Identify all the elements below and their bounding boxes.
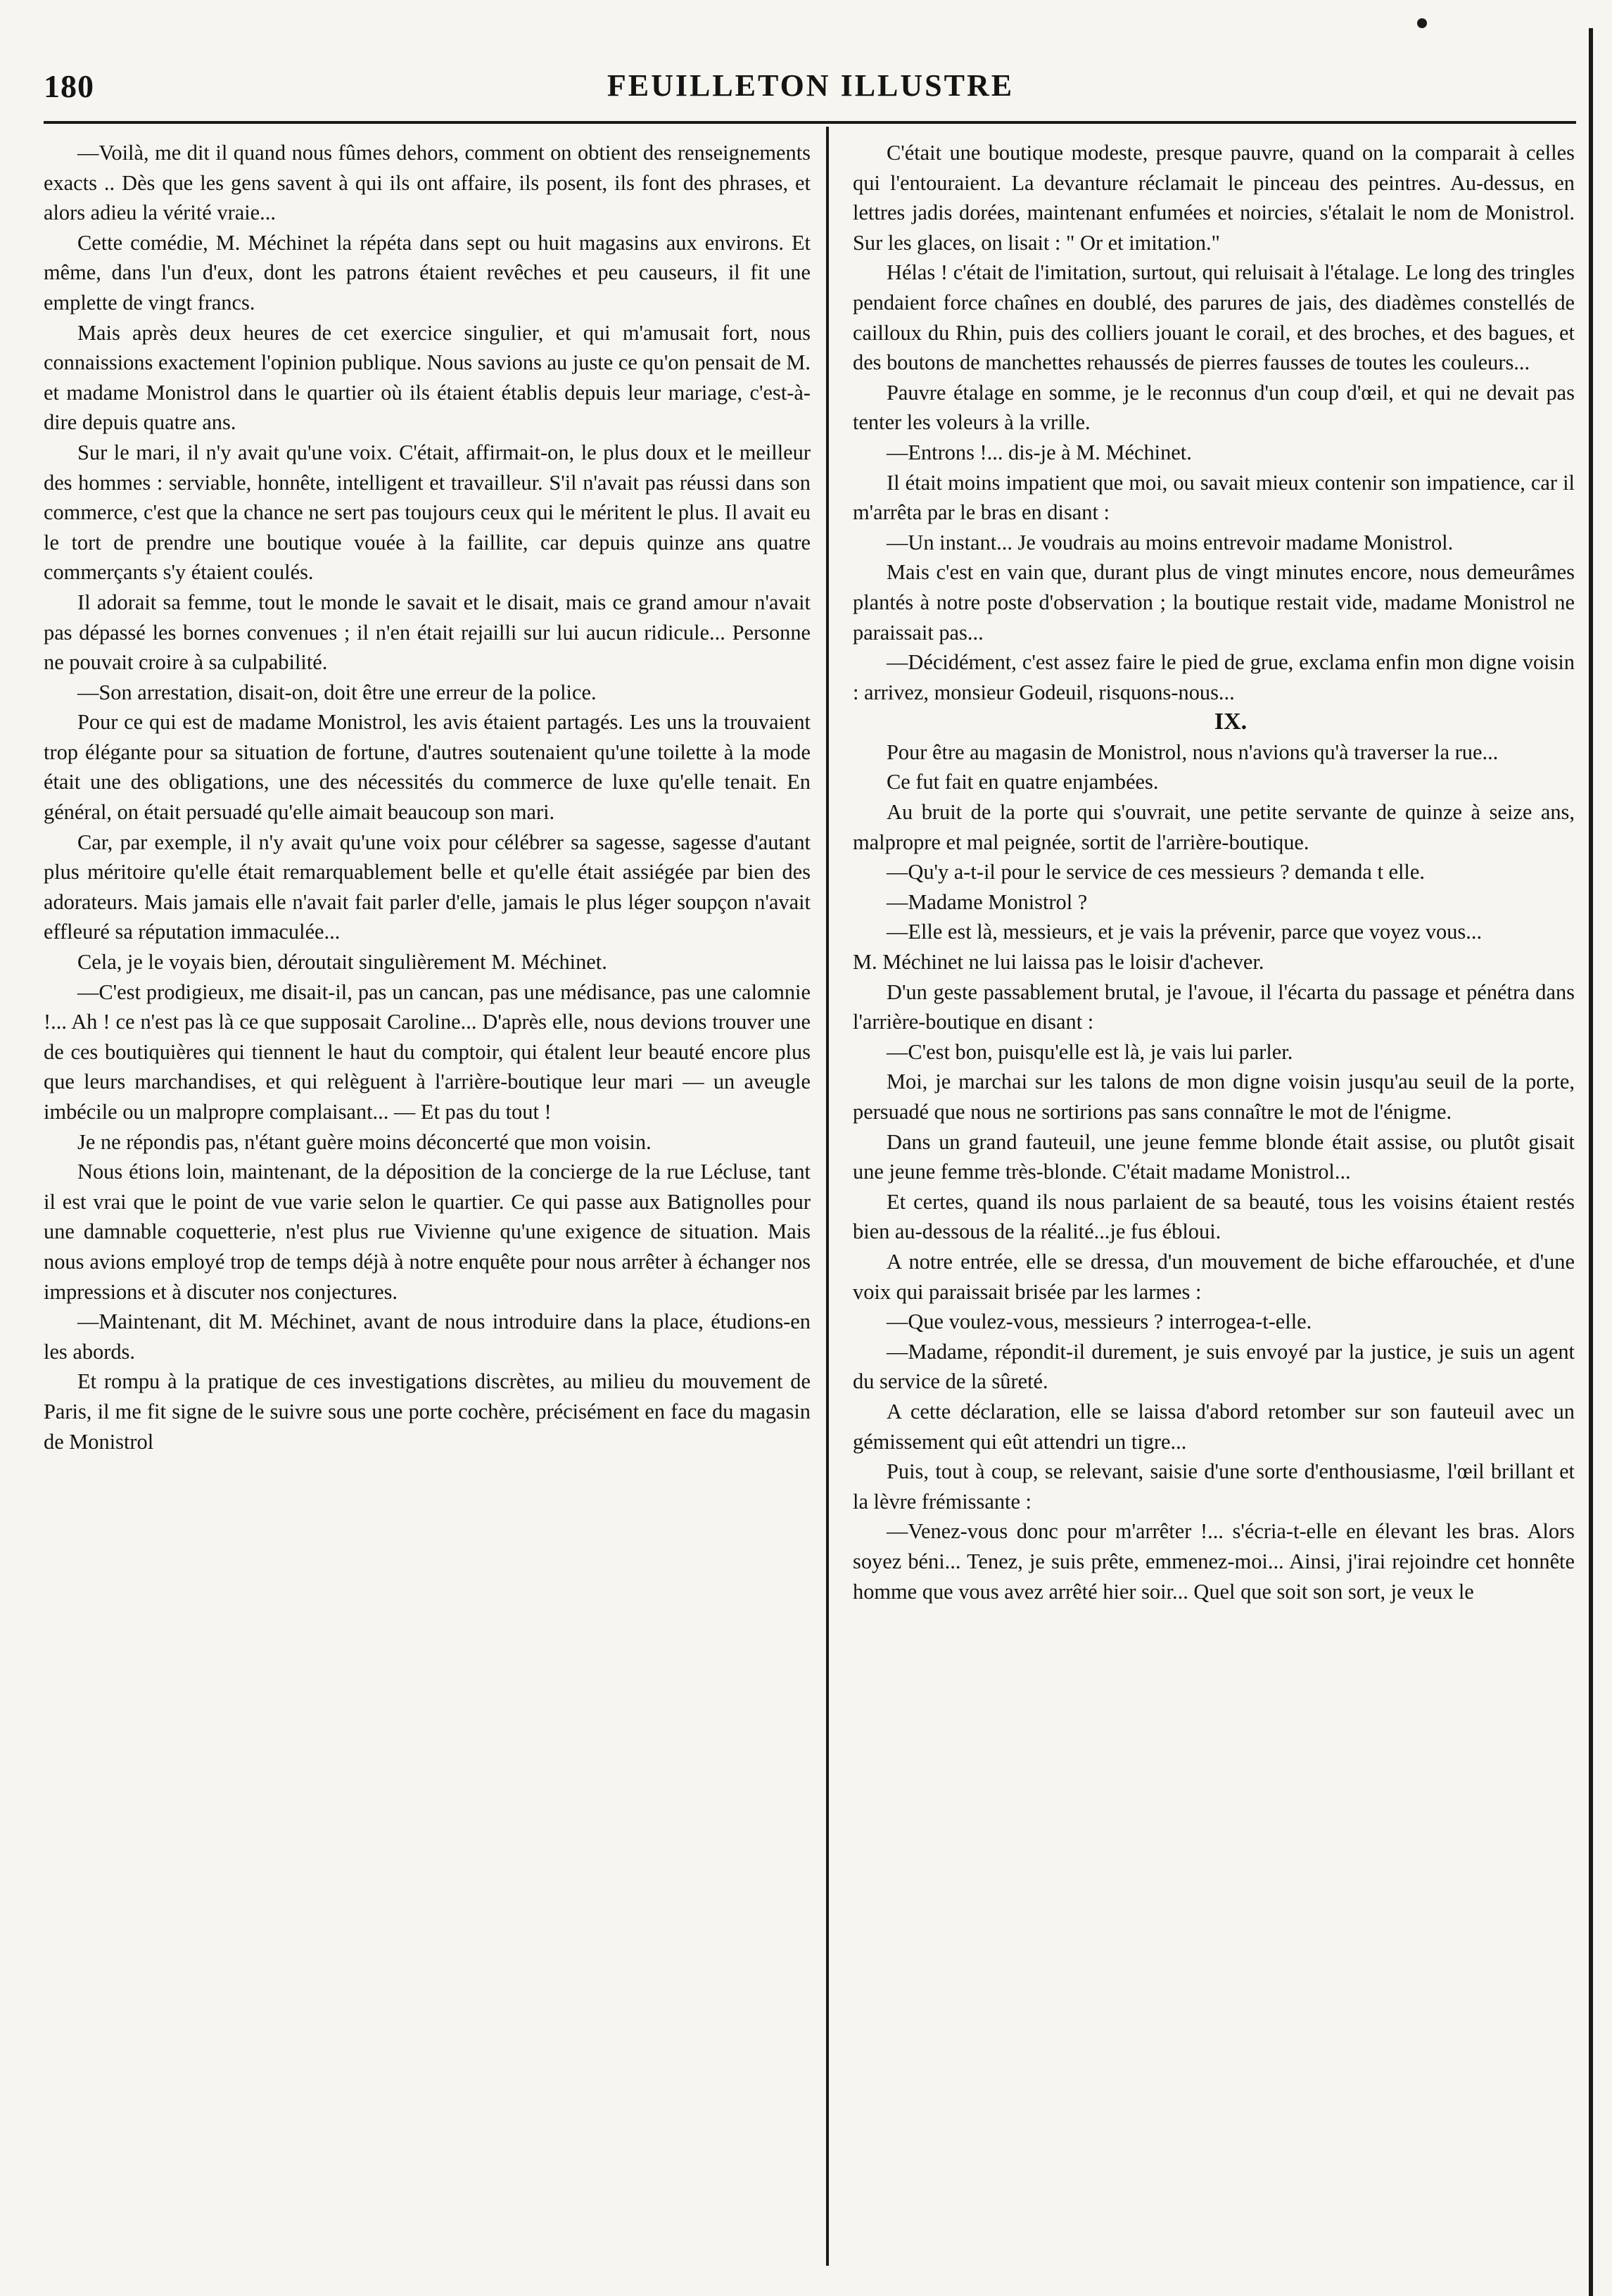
paragraph: Au bruit de la porte qui s'ouvrait, une petite servante de quinze à seize ans, malpropre et mal peignée, sortit de l'arrière-boutique.	[853, 800, 1575, 854]
paragraph: —Madame, répondit-il durement, je suis envoyé par la justice, je suis un agent du service de la sûreté.	[853, 1339, 1575, 1394]
paragraph: Hélas ! c'était de l'imitation, surtout, qui reluisait à l'étalage. Le long des tringles pendaient force chaînes en doublé, des parures de jais, des diadèmes constellés de cailloux du Rhin, puis des colliers jouant le corail, et des broches, et des bagues, et des boutons de manchettes rehaussés de pierres fausses de toutes les couleurs...	[853, 260, 1575, 375]
paragraph: Mais c'est en vain que, durant plus de vingt minutes encore, nous demeurâmes plantés à notre poste d'observation ; la boutique restait vide, madame Monistrol ne paraissait pas...	[853, 560, 1575, 645]
paragraph: M. Méchinet ne lui laissa pas le loisir d'achever.	[853, 950, 1264, 975]
paragraph: —Maintenant, dit M. Méchinet, avant de nous introduire dans la place, étudions-en les abords.	[44, 1309, 811, 1364]
paragraph: Moi, je marchai sur les talons de mon digne voisin jusqu'au seuil de la porte, persuadé que nous ne sortirions pas sans connaître le mot de l'énigme.	[853, 1070, 1575, 1124]
page-edge-rule	[1589, 28, 1593, 2296]
paragraph: Cette comédie, M. Méchinet la répéta dans sept ou huit magasins aux environs. Et même, dans l'un d'eux, dont les patrons étaient revêches et peu causeurs, il fit une emplette de vingt francs.	[44, 230, 811, 315]
paragraph: Puis, tout à coup, se relevant, saisie d'une sorte d'enthousiasme, l'œil brillant et la lèvre frémissante :	[853, 1459, 1575, 1514]
page-number: 180	[44, 68, 94, 104]
paragraph: —C'est prodigieux, me disait-il, pas un cancan, pas une médisance, pas une calomnie !... Ah ! ce n'est pas là ce que supposait Caroline... D'après elle, nous devions trouver une de ces boutiquières qui tiennent le haut du comptoir, qui étalent leur beauté encore plus que leurs marchandises, et qui relèguent à l'arrière-boutique leur mari — un aveugle imbécile ou un malpropre complaisant... — Et pas du tout !	[44, 979, 811, 1124]
paragraph: A cette déclaration, elle se laissa d'abord retomber sur son fauteuil avec un gémissement qui eût attendri un tigre...	[853, 1399, 1575, 1454]
paragraph: A notre entrée, elle se dressa, d'un mouvement de biche effarouchée, et d'une voix qui paraissait brisée par les larmes :	[853, 1249, 1575, 1304]
right-column	[853, 138, 1575, 2291]
paragraph: Ce fut fait en quatre enjambées.	[887, 770, 1159, 794]
paragraph: —Voilà, me dit il quand nous fûmes dehors, comment on obtient des renseignements exacts .. Dès que les gens savent à qui ils ont affaire, ils posent, ils font des phrases, et alors adieu la vérité vraie...	[44, 141, 811, 225]
chapter-heading: IX.	[1214, 709, 1248, 735]
paragraph: —C'est bon, puisqu'elle est là, je vais lui parler.	[887, 1039, 1293, 1064]
paragraph: Dans un grand fauteuil, une jeune femme blonde était assise, ou plutôt gisait une jeune femme très-blonde. C'était madame Monistrol...	[853, 1129, 1575, 1184]
column-divider	[826, 127, 829, 2266]
paragraph: Je ne répondis pas, n'étant guère moins déconcerté que mon voisin.	[77, 1129, 652, 1154]
paragraph: —Que voulez-vous, messieurs ? interrogea-t-elle.	[887, 1309, 1312, 1334]
paragraph: Pour être au magasin de Monistrol, nous n'avions qu'à traverser la rue...	[887, 740, 1499, 764]
page-header	[44, 68, 1578, 117]
paragraph: —Décidément, c'est assez faire le pied de grue, exclama enfin mon digne voisin : arrivez, monsieur Godeuil, risquons-nous...	[853, 650, 1575, 704]
paragraph: Pauvre étalage en somme, je le reconnus d'un coup d'œil, et qui ne devait pas tenter les voleurs à la vrille.	[853, 380, 1575, 435]
paragraph: Sur le mari, il n'y avait qu'une voix. C'était, affirmait-on, le plus doux et le meilleur des hommes : serviable, honnête, intelligent et travailleur. S'il n'avait pas réussi dans son commerce, c'est que la chance ne sert pas toujours ceux qui le méritent le plus. Il avait eu le tort de prendre une boutique vouée à la faillite, car depuis quinze ans quatre commerçants s'y étaient coulés.	[44, 440, 811, 585]
paragraph: C'était une boutique modeste, presque pauvre, quand on la comparait à celles qui l'entouraient. La devanture réclamait le pinceau des peintres. Au-dessus, en lettres jadis dorées, maintenant enfumées et noircies, s'étalait le nom de Monistrol. Sur les glaces, on lisait : " Or et imitation."	[853, 141, 1575, 255]
running-title: FEUILLETON ILLUSTRE	[607, 68, 1015, 103]
paragraph: —Madame Monistrol ?	[887, 889, 1088, 914]
paragraph: Car, par exemple, il n'y avait qu'une voix pour célébrer sa sagesse, sagesse d'autant plus méritoire qu'elle était remarquablement belle et qu'elle était assiégée par bien des adorateurs. Mais jamais elle n'avait fait parler d'elle, jamais le plus léger soupçon n'avait effleuré sa réputation immaculée...	[44, 830, 811, 944]
header-rule	[44, 121, 1576, 124]
paragraph: Et rompu à la pratique de ces investigations discrètes, au milieu du mouvement de Paris, il me fit signe de le suivre sous une porte cochère, précisément en face du magasin de Monistrol	[44, 1369, 811, 1454]
paragraph: Il était moins impatient que moi, ou savait mieux contenir son impatience, car il m'arrêta par le bras en disant :	[853, 470, 1575, 525]
paragraph: —Venez-vous donc pour m'arrêter !... s'écria-t-elle en élevant les bras. Alors soyez béni... Tenez, je suis prête, emmenez-moi... Ainsi, j'irai rejoindre cet honnête homme que vous avez arrêté hier soir... Quel que soit son sort, je veux le	[853, 1519, 1575, 1604]
paragraph: Mais après deux heures de cet exercice singulier, et qui m'amusait fort, nous connaissions exactement l'opinion publique. Nous savions au juste ce qu'on pensait de M. et madame Monistrol dans le quartier où ils étaient établis depuis leur mariage, c'est-à-dire depuis quatre ans.	[44, 320, 811, 435]
paragraph: —Entrons !... dis-je à M. Méchinet.	[887, 440, 1192, 464]
ink-dot	[1417, 18, 1427, 28]
paragraph: Et certes, quand ils nous parlaient de sa beauté, tous les voisins étaient restés bien au-dessous de la réalité...je fus ébloui.	[853, 1189, 1575, 1244]
paragraph: Nous étions loin, maintenant, de la déposition de la concierge de la rue Lécluse, tant il est vrai que le point de vue varie selon le quartier. Ce qui passe aux Batignolles pour une damnable coquetterie, n'est plus rue Vivienne qu'une exigence de situation. Mais nous avions employé trop de temps déjà à notre enquête pour nous arrêter à échanger nos impressions et à discuter nos conjectures.	[44, 1160, 811, 1304]
paragraph: Il adorait sa femme, tout le monde le savait et le disait, mais ce grand amour n'avait pas dépassé les bornes convenues ; il n'en était rejailli sur lui aucun ridicule... Personne ne pouvait croire à sa culpabilité.	[44, 590, 811, 675]
paragraph: —Qu'y a-t-il pour le service de ces messieurs ? demanda t elle.	[887, 860, 1425, 884]
paragraph: Pour ce qui est de madame Monistrol, les avis étaient partagés. Les uns la trouvaient trop élégante pour sa situation de fortune, d'autres soutenaient qu'une toilette à la mode était une des obligations, une des nécessités du commerce de luxe qu'elle tenait. En général, on était persuadé qu'elle aimait beaucoup son mari.	[44, 710, 811, 825]
paragraph: —Un instant... Je voudrais au moins entrevoir madame Monistrol.	[887, 530, 1454, 554]
left-column	[44, 138, 811, 2291]
paragraph: D'un geste passablement brutal, je l'avoue, il l'écarta du passage et pénétra dans l'arrière-boutique en disant :	[853, 979, 1575, 1034]
paragraph: —Elle est là, messieurs, et je vais la prévenir, parce que voyez vous...	[887, 920, 1483, 944]
paragraph: Cela, je le voyais bien, déroutait singulièrement M. Méchinet.	[77, 950, 607, 975]
paragraph: —Son arrestation, disait-on, doit être une erreur de la police.	[77, 680, 597, 704]
